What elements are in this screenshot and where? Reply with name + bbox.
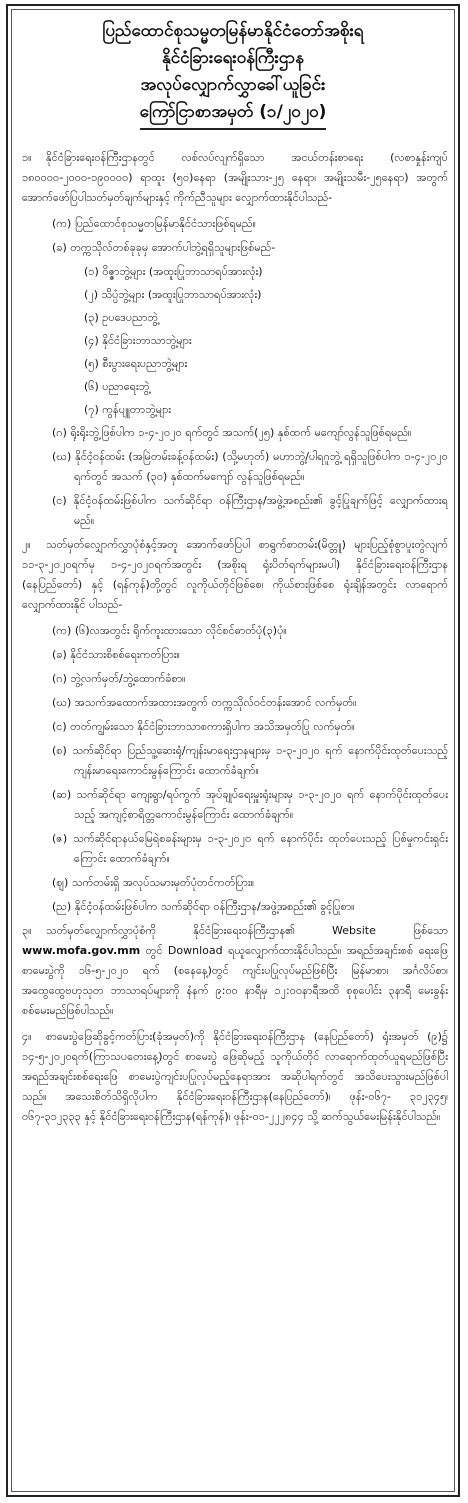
section-text: သတ်မှတ်လျှောက်လွှာပုံစံကို နိုင်ငံခြားရေးဝန်ကြီးဌာန၏ Website ဖြစ်သော bbox=[46, 924, 448, 937]
document-item: (ဈ) သက်တမ်းရှိ အလုပ်သမားမှတ်ပုံတင်ကတ်ပြား။ bbox=[52, 876, 255, 889]
degree-item: (၁) ဝိဇ္ဇာဘွဲ့များ (အထူးပြုဘာသာရပ်အားလုံး) bbox=[84, 265, 263, 278]
header-ministry: နိုင်ငံခြားရေးဝန်ကြီးဌာန bbox=[161, 48, 305, 68]
section-1 bbox=[22, 148, 448, 208]
document-item: (က) (၆)လအတွင်း ရိုက်ကူးထားသော လိုင်စင်ဓာတ်ပုံ(၃)ပုံ။ bbox=[52, 624, 287, 637]
list-item: (ဂ) ရိုးရိုးဘွဲ့ဖြစ်ပါက ၁-၄-၂၀၂၀ ရက်တွင် အသက်(၂၅) နှစ်ထက် မကျော်လွန်သူဖြစ်ရမည်။ bbox=[52, 426, 412, 439]
header-announcement-number: ကြော်ငြာစာအမှတ် (၁/၂၀၂၀) bbox=[140, 99, 327, 130]
notice-frame bbox=[6, 4, 460, 1497]
document-item: (ဇ) သက်ဆိုင်ရာနယ်မြေရဲစခန်းများမှ ၁-၃-၂၀၂၀ ရက် နောက်ပိုင်း ထုတ်ပေးသည့် ပြစ်မှုကင်းရှင်းကြောင်း ထောက်ခံချက်။ bbox=[52, 832, 448, 865]
document-item: (ဂ) ဘွဲ့လက်မှတ်/ဘွဲ့ထောက်ခံစာ။ bbox=[52, 672, 186, 685]
section-4 bbox=[22, 1027, 448, 1127]
list-item: (က) ပြည်ထောင်စုသမ္မတမြန်မာနိုင်ငံသားဖြစ်ရမည်။ bbox=[52, 217, 256, 230]
degree-item: (၆) ပညာရေးဘွဲ့ bbox=[84, 380, 150, 393]
degree-item: (၅) စီးပွားရေးပညာဘွဲ့များ bbox=[84, 357, 188, 370]
section-text: နိုင်ငံခြားရေးဝန်ကြီးဌာနတွင် လစ်လပ်လျက်ရှိသော အငယ်တန်းစာရေး (လစာနှုန်းကျပ် ၁၈၀၀၀၀-၂၀၀၀-၁၉၀၀၀၀) ရာထူး (၅၀)နေရာ (အမျိုးသား-၂၅ နေရာ၊ အမျိုးသမီး-၂၅နေရာ) အတွက် အောက်ဖော်ပြပါသတ်မှတ်ချက်များနှင့် ကိုက်ညီသူများ လျှောက်ထားနိုင်ပါသည်- bbox=[22, 151, 448, 204]
section-text: စာမေးပွဲဖြေဆိုခွင့်ကတ်ပြား(ခုံအမှတ်)ကို နိုင်ငံခြားရေးဝန်ကြီးဌာန (နေပြည်တော်) ရုံးအမှတ် (၉)၌ ၁၄-၅-၂၀၂၀ရက်(ကြာသပတေးနေ့)တွင် စာမေးပွဲ ဖြေဆိုမည့် သူကိုယ်တိုင် လာရောက်ထုတ်ယူရမည်ဖြစ်ပြီး အရည်အချင်းစစ်ရေးဖြေ စာမေးပွဲကျင်းပပြုလုပ်မည့်နေရာအား အဆိုပါရက်တွင် အသိပေးသွားမည်ဖြစ်ပါ သည်။ အသေးစိတ်သိရှိလိုပါက နိုင်ငံခြားရေးဝန်ကြီးဌာန(နေပြည်တော်)၊ ဖုန်း-၀၆၇- ၃၁၂၃၄၅၊ ၀၆၇-၃၁၂၃၃၃ နှင့် နိုင်ငံခြားရေးဝန်ကြီးဌာန(ရန်ကုန်)၊ ဖုန်း-၀၁-၂၂၂၈၄၄ သို့ ဆက်သွယ်မေးမြန်းနိုင်ပါသည်။ bbox=[22, 1030, 448, 1123]
document-item: (ည) နိုင်ငံ့ဝန်ထမ်းဖြစ်ပါက သက်ဆိုင်ရာ ဝန်ကြီးဌာန/အဖွဲ့အစည်း၏ ခွင့်ပြုစာ။ bbox=[52, 900, 355, 913]
section-number: ၃။ bbox=[22, 924, 32, 937]
document-item: (ဆ) သက်ဆိုင်ရာ ကျေးရွာ/ရပ်ကွက် အုပ်ချုပ်ရေးမှူးရုံးများမှ ၁-၃-၂၀၂၀ ရက် နောက်ပိုင်းထုတ်ပေးသည့် အကျင့်စာရိတ္တကောင်းမွန်ကြောင်း ထောက်ခံချက်။ bbox=[52, 788, 448, 821]
list-item: (ဃ) နိုင်ငံ့ဝန်ထမ်း (အမြဲတမ်းခန့်ဝန်ထမ်း) (သို့မဟုတ်) မဟာဘွဲ့/ပါရဂူဘွဲ့ ရရှိသူဖြစ်ပါက ၁-၄-၂၀၂၀ ရက်တွင် အသက် (၃၀) နှစ်ထက်မကျော် လွန်သူဖြစ်ရမည်။ bbox=[52, 450, 448, 483]
notice-body bbox=[22, 148, 448, 1133]
degree-item: (၃) ဥပဒေပညာဘွဲ့ bbox=[84, 311, 158, 324]
list-item: (င) နိုင်ငံ့ဝန်ထမ်းဖြစ်ပါက သက်ဆိုင်ရာ ဝန်ကြီးဌာန/အဖွဲ့အစည်း၏ ခွင့်ပြုချက်ဖြင့် လျှောက်ထားရမည်။ bbox=[52, 494, 448, 527]
document-item: (င) တတ်ကျွမ်းသော နိုင်ငံခြားဘာသာစကားရှိပါက အသိအမှတ်ပြု လက်မှတ်။ bbox=[52, 720, 355, 733]
document-item: (ဃ) အသက်အထောက်အထားအတွက် တက္ကသိုလ်ဝင်တန်းအောင် လက်မှတ်။ bbox=[52, 696, 357, 709]
section-number: ၁။ bbox=[22, 151, 32, 164]
website-link[interactable]: www.mofa.gov.mm bbox=[22, 944, 141, 957]
section-number: ၂။ bbox=[22, 538, 31, 551]
document-item: (ခ) နိုင်ငံသားစိစစ်ရေးကတ်ပြား။ bbox=[52, 648, 180, 661]
header-title: အလုပ်လျှောက်လွှာခေါ်ယူခြင်း bbox=[140, 75, 326, 95]
section-3 bbox=[22, 921, 448, 1021]
header-government: ပြည်ထောင်စုသမ္မတမြန်မာနိုင်ငံတော်အစိုးရ bbox=[102, 21, 364, 41]
section-text: သတ်မှတ်လျှောက်လွှာပုံစံနှင့်အတူ အောက်ဖော်ပြပါ စာရွက်စာတမ်း(မိတ္တူ) များပြည့်စုံစွာပူးတွဲလျက် ၁၁-၃-၂၀၂၀ရက်မှ ၁-၄-၂၀၂၀ရက်အတွင်း (အစိုးရ ရုံးပိတ်ရက်များမပါ) နိုင်ငံခြားရေးဝန်ကြီးဌာန (နေပြည်တော်) နှင့် (ရန်ကုန်)တို့တွင် လူကိုယ်တိုင်ဖြစ်စေ၊ ကိုယ်စားဖြစ်စေ ရုံးချိန်အတွင်း လာရောက်လျှောက်ထားနိုင် ပါသည်- bbox=[22, 538, 448, 611]
section-text: တွင် Download ရယူလျှောက်ထားနိုင်ပါသည်။ အရည်အချင်းစစ် ရေးဖြေစာမေးပွဲကို ၁၆-၅-၂၀၂၀ ရက် (စနေနေ့)တွင် ကျင်းပပြုလုပ်မည်ဖြစ်ပြီး မြန်မာစာ၊ အင်္ဂလိပ်စာ၊ အထွေထွေဗဟုသုတ ဘာသာရပ်များကို နံနက် ၉:၀၀ နာရီမှ ၁၂:၀၀နာရီအထိ စုစုပေါင်း ၃နာရီ မေးခွန်းစစ်မေးမည်ဖြစ်ပါသည်။ bbox=[22, 944, 448, 1017]
list-item: (ခ) တက္ကသိုလ်တစ်ခုခုမှ အောက်ပါဘွဲ့ရရှိသူများဖြစ်မည်- bbox=[52, 241, 276, 254]
degree-item: (၂) သိပ္ပံဘွဲ့များ (အထူးပြုဘာသာရပ်အားလုံး) bbox=[84, 288, 262, 301]
section-2 bbox=[22, 535, 448, 615]
degree-item: (၇) ကွန်ပျူတာဘွဲ့များ bbox=[84, 403, 172, 416]
document-item: (စ) သက်ဆိုင်ရာ ပြည်သူ့ဆေးရုံ/ကျန်းမာရေးဌာနများမှ ၁-၃-၂၀၂၀ ရက် နောက်ပိုင်းထုတ်ပေးသည့် ကျန်းမာရေးကောင်းမွန်ကြောင်း ထောက်ခံချက်။ bbox=[52, 744, 448, 777]
degree-item: (၄) နိုင်ငံခြားဘာသာဘွဲ့များ bbox=[84, 334, 192, 347]
section-number: ၄။ bbox=[22, 1030, 32, 1043]
